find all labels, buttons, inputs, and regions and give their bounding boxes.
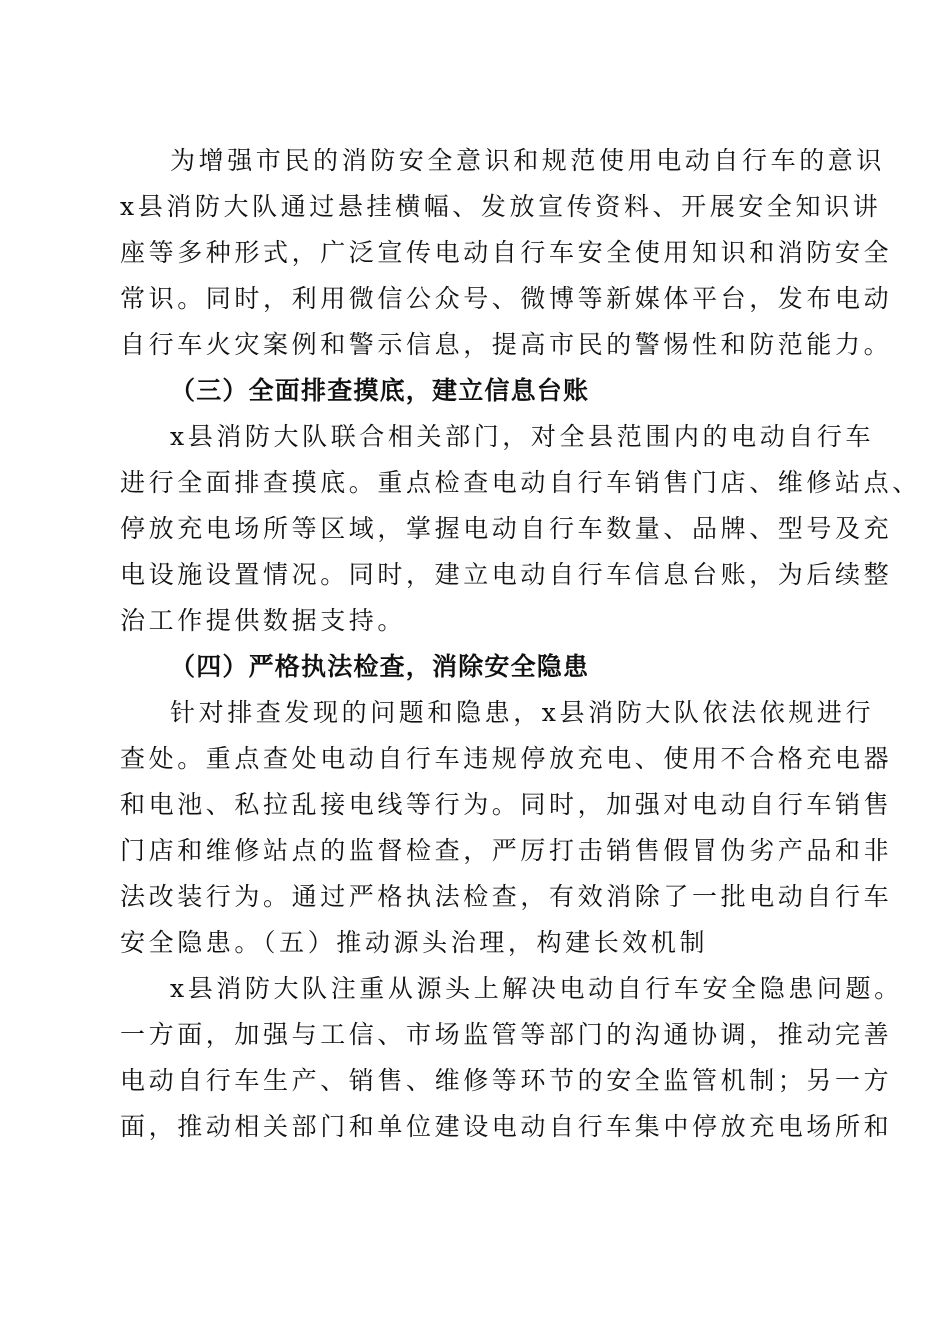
- section-heading-4: （四）严格执法检查，消除安全隐患: [170, 652, 590, 681]
- paragraph-line: 治工作提供数据支持。: [120, 606, 407, 635]
- paragraph-line: 进行全面排查摸底。重点检查电动自行车销售门店、维修站点、: [120, 468, 921, 497]
- paragraph-line: 门店和维修站点的监督检查，严厉打击销售假冒伪劣产品和非: [120, 836, 893, 865]
- paragraph-line: x县消防大队通过悬挂横幅、发放宣传资料、开展安全知识讲: [120, 192, 882, 221]
- paragraph-line: 电动自行车生产、销售、维修等环节的安全监管机制；另一方: [120, 1066, 893, 1095]
- paragraph-line: 针对排查发现的问题和隐患，x县消防大队依法依规进行: [170, 698, 875, 727]
- paragraph-line: 安全隐患。（五）推动源头治理，构建长效机制: [120, 928, 709, 957]
- paragraph-line: x县消防大队注重从源头上解决电动自行车安全隐患问题。: [170, 974, 903, 1003]
- section-heading-3: （三）全面排查摸底，建立信息台账: [170, 376, 590, 405]
- paragraph-line: 查处。重点查处电动自行车违规停放充电、使用不合格充电器: [120, 744, 893, 773]
- paragraph-line: 为增强市民的消防安全意识和规范使用电动自行车的意识: [170, 146, 886, 175]
- paragraph-line: 座等多种形式，广泛宣传电动自行车安全使用知识和消防安全: [120, 238, 893, 267]
- paragraph-line: 常识。同时，利用微信公众号、微博等新媒体平台，发布电动: [120, 284, 893, 313]
- paragraph-line: 电设施设置情况。同时，建立电动自行车信息台账，为后续整: [120, 560, 893, 589]
- paragraph-line: x县消防大队联合相关部门，对全县范围内的电动自行车: [170, 422, 875, 451]
- paragraph-line: 法改装行为。通过严格执法检查，有效消除了一批电动自行车: [120, 882, 893, 911]
- paragraph-line: 自行车火灾案例和警示信息，提高市民的警惕性和防范能力。: [120, 330, 893, 359]
- paragraph-line: 面，推动相关部门和单位建设电动自行车集中停放充电场所和: [120, 1112, 893, 1141]
- paragraph-line: 停放充电场所等区域，掌握电动自行车数量、品牌、型号及充: [120, 514, 893, 543]
- paragraph-line: 和电池、私拉乱接电线等行为。同时，加强对电动自行车销售: [120, 790, 893, 819]
- paragraph-line: 一方面，加强与工信、市场监管等部门的沟通协调，推动完善: [120, 1020, 893, 1049]
